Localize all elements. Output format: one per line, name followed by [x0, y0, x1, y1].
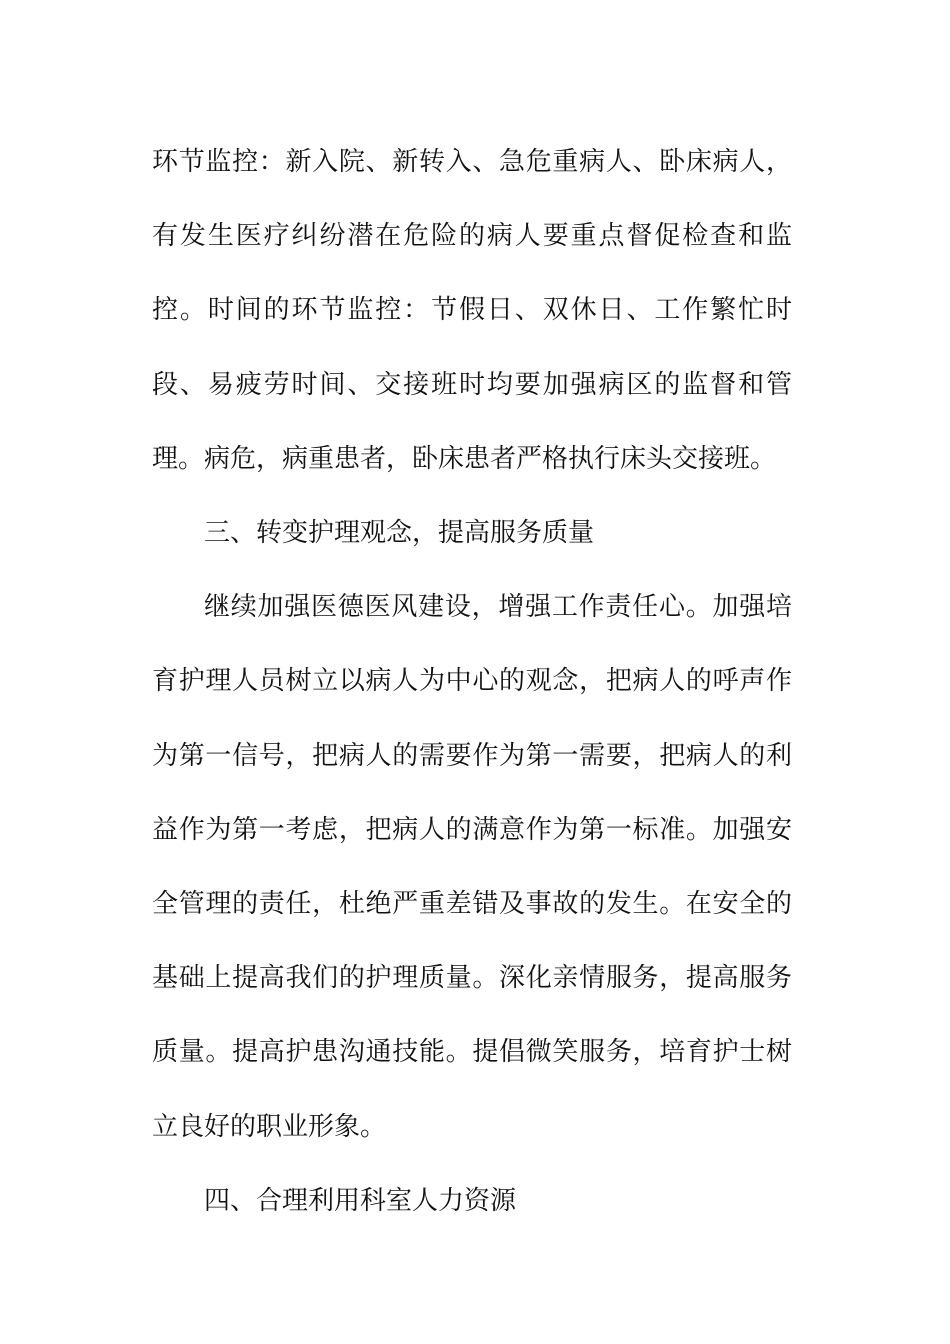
document-body	[152, 125, 792, 1238]
section-heading-4: 四、合理利用科室人力资源	[204, 1185, 517, 1216]
section-heading-3: 三、转变护理观念，提高服务质量	[204, 518, 595, 549]
paragraph-service-quality: 继续加强医德医风建设，增强工作责任心。加强培育护理人员树立以病人为中心的观念，把病人的呼声作为第一信号，把病人的需要作为第一需要，把病人的利益作为第一考虑，把病人的满意作为第一标准。加强安全管理的责任，杜绝严重差错及事故的发生。在安全的基础上提高我们的护理质量。深化亲情服务，提高服务质量。提高护患沟通技能。提倡微笑服务，培育护士树立良好的职业形象。	[152, 592, 792, 1142]
paragraph-environment-monitoring: 环节监控：新入院、新转入、急危重病人、卧床病人，有发生医疗纠纷潜在危险的病人要重点督促检查和监控。时间的环节监控：节假日、双休日、工作繁忙时段、易疲劳时间、交接班时均要加强病区的监督和管理。病危，病重患者，卧床患者严格执行床头交接班。	[152, 147, 792, 474]
